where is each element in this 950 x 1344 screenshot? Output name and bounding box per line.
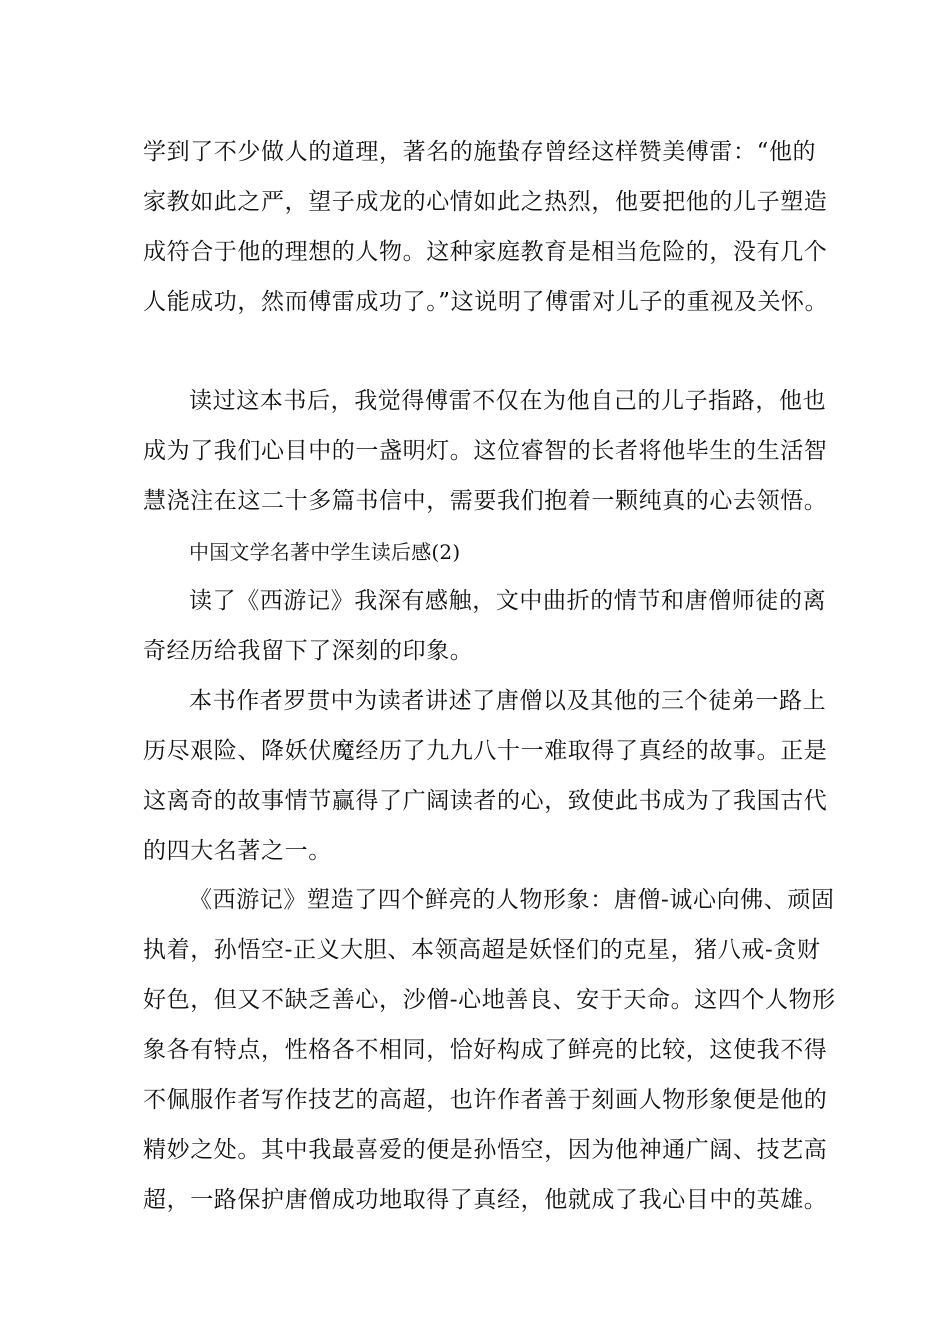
paragraph-1-line-2: 家教如此之严，望子成龙的心情如此之热烈，他要把他的儿子塑造 [143,189,828,215]
paragraph-1-line-3: 成符合于他的理想的人物。这种家庭教育是相当危险的，没有几个 [143,239,828,265]
paragraph-5-line-5: 不佩服作者写作技艺的高超，也许作者善于刻画人物形象便是他的 [143,1087,828,1113]
paragraph-4-line-3: 这离奇的故事情节赢得了广阔读者的心，致使此书成为了我国古代 [143,788,828,814]
paragraph-1-line-1: 学到了不少做人的道理，著名的施蛰存曾经这样赞美傅雷：“他的 [143,139,817,165]
section-heading: 中国文学名著中学生读后感(2) [189,540,461,564]
paragraph-5-line-6: 精妙之处。其中我最喜爱的便是孙悟空，因为他神通广阔、技艺高 [143,1137,828,1163]
paragraph-3-line-2: 奇经历给我留下了深刻的印象。 [143,638,474,664]
paragraph-2-line-2: 成为了我们心目中的一盏明灯。这位睿智的长者将他毕生的生活智 [143,438,828,464]
paragraph-4-line-1: 本书作者罗贯中为读者讲述了唐僧以及其他的三个徒弟一路上 [189,688,827,714]
paragraph-4-line-2: 历尽艰险、降妖伏魔经历了九九八十一难取得了真经的故事。正是 [143,738,828,764]
paragraph-3-line-1: 读了《西游记》我深有感触，文中曲折的情节和唐僧师徒的离 [189,588,827,614]
paragraph-2-line-1: 读过这本书后，我觉得傅雷不仅在为他自己的儿子指路，他也 [189,388,827,414]
paragraph-5-line-3: 好色，但又不缺乏善心，沙僧-心地善良、安于天命。这四个人物形 [143,987,836,1013]
paragraph-5-line-2: 执着，孙悟空-正义大胆、本领高超是妖怪们的克星，猪八戒-贪财 [143,937,821,963]
paragraph-2-line-3: 慧浇注在这二十多篇书信中，需要我们抱着一颗纯真的心去领悟。 [143,488,828,514]
paragraph-1-line-4: 人能成功，然而傅雷成功了。”这说明了傅雷对儿子的重视及关怀。 [143,289,829,315]
paragraph-5-line-4: 象各有特点，性格各不相同，恰好构成了鲜亮的比较，这使我不得 [143,1037,828,1063]
paragraph-5-line-7: 超，一路保护唐僧成功地取得了真经，他就成了我心目中的英雄。 [143,1187,828,1213]
paragraph-5-line-1: 《西游记》塑造了四个鲜亮的人物形象：唐僧-诚心向佛、顽固 [189,887,835,913]
paragraph-4-line-4: 的四大名著之一。 [143,838,332,864]
